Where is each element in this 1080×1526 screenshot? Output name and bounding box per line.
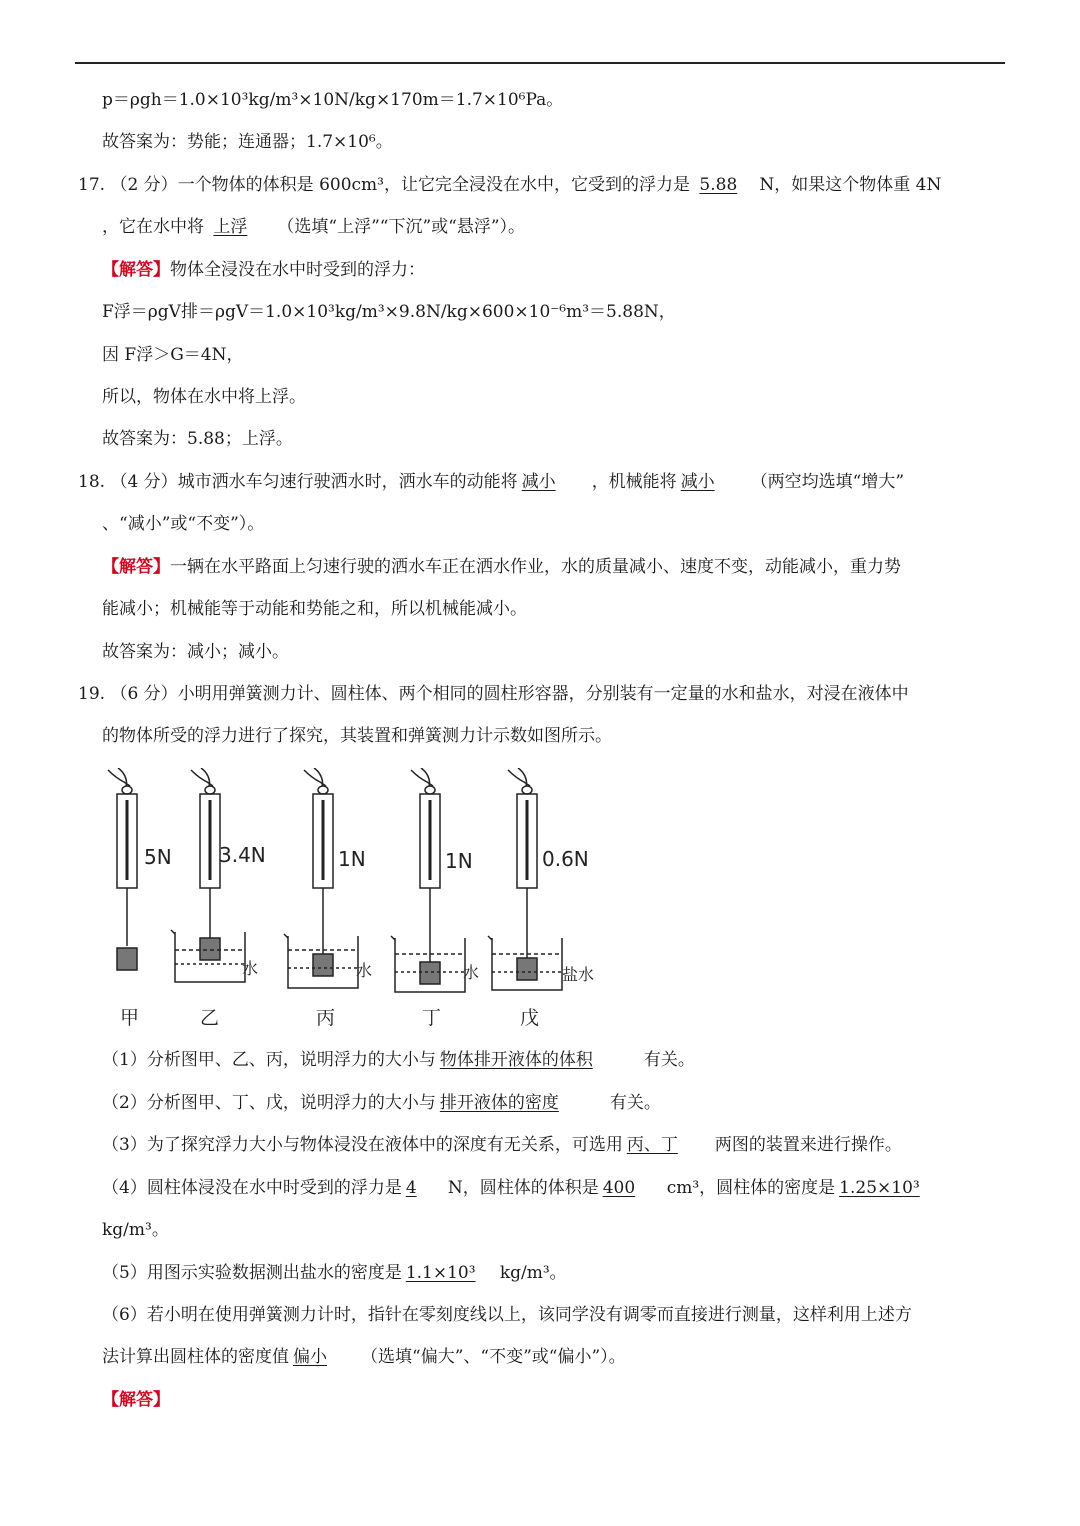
reading-bing: 1N	[338, 847, 366, 871]
answer-blank: 1.25×10³	[839, 1178, 920, 1198]
solution-tag: 【解答】	[102, 260, 170, 280]
figure-label-jia: 甲	[120, 1007, 140, 1029]
figure-label-wu: 戊	[520, 1007, 540, 1029]
answer-blank: 减小	[680, 472, 715, 492]
reading-wu: 0.6N	[542, 847, 589, 871]
figure-label-ding: 丁	[422, 1007, 442, 1029]
answer-q16: 故答案为：势能；连通器；1.7×10⁶。	[102, 132, 393, 152]
answer-q17: 故答案为：5.88；上浮。	[102, 429, 293, 449]
answer-q18: 故答案为：减小；减小。	[102, 642, 289, 662]
figure-label-yi: 乙	[200, 1007, 220, 1029]
question-17-line2: ，它在水中将 上浮 （选填“上浮”“下沉”或“悬浮”）。	[102, 217, 526, 237]
reading-ding: 1N	[445, 849, 473, 873]
liquid-label-ding: 水	[463, 963, 480, 982]
answer-blank: 400	[602, 1178, 636, 1198]
solution-19-tag: 【解答】	[102, 1390, 170, 1410]
subquestion-4: （4）圆柱体浸没在水中时受到的浮力是 4 N，圆柱体的体积是 400 cm³，圆柱体的密度是 1.25×10³	[102, 1176, 937, 1200]
liquid-label-yi: 水	[242, 959, 259, 978]
formula-pressure: p＝ρgh＝1.0×10³kg/m³×10N/kg×170m＝1.7×10⁶Pa。	[102, 90, 564, 110]
figure-label-bing: 丙	[316, 1007, 336, 1029]
question-score: （4 分）	[110, 472, 178, 492]
reading-jia: 5N	[144, 845, 172, 869]
subquestion-6-line2: 法计算出圆柱体的密度值 偏小 （选填“偏大”、“不变”或“偏小”）。	[102, 1347, 626, 1367]
question-number: 19.	[78, 684, 106, 704]
solution-tag: 【解答】	[102, 557, 170, 577]
solution-18-line1: 【解答】一辆在水平路面上匀速行驶的洒水车正在洒水作业，水的质量减小、速度不变，动能减小，重力势	[102, 557, 901, 577]
subquestion-1: （1）分析图甲、乙、丙，说明浮力的大小与 物体排开液体的体积 有关。	[102, 1050, 695, 1070]
subquestion-5: （5）用图示实验数据测出盐水的密度是 1.1×10³ kg/m³。	[102, 1263, 567, 1283]
question-score: （6 分）	[110, 684, 178, 704]
answer-blank: 物体排开液体的体积	[439, 1050, 593, 1070]
scale-wu	[488, 768, 562, 990]
liquid-label-bing: 水	[356, 961, 373, 980]
spring-scale-figure	[100, 768, 620, 1038]
answer-blank: 上浮	[213, 217, 248, 237]
question-18-line1: 18. （4 分）城市洒水车匀速行驶洒水时，洒水车的动能将 减小 ，机械能将 减小 （两空均选填“增大”	[78, 472, 905, 492]
answer-blank: 1.1×10³	[405, 1263, 476, 1283]
answer-blank: 5.88	[699, 175, 738, 195]
answer-blank: 偏小	[293, 1347, 327, 1367]
question-number: 18.	[78, 472, 106, 492]
question-number: 17.	[78, 175, 106, 195]
solution-17-line1: 【解答】物体全浸没在水中时受到的浮力：	[102, 260, 425, 280]
question-18-line2: 、“减小”或“不变”）。	[102, 514, 265, 534]
header-rule	[75, 62, 1005, 64]
scale-ding	[391, 768, 465, 992]
solution-17-conclusion: 所以，物体在水中将上浮。	[102, 387, 306, 407]
subquestion-4-unit: kg/m³。	[102, 1220, 169, 1240]
solution-17-compare: 因 F浮＞G＝4N，	[102, 345, 244, 365]
subquestion-2: （2）分析图甲、丁、戊，说明浮力的大小与 排开液体的密度 有关。	[102, 1093, 661, 1113]
question-19-line1: 19. （6 分）小明用弹簧测力计、圆柱体、两个相同的圆柱形容器，分别装有一定量的水和盐水，对浸在液体中	[78, 684, 909, 704]
solution-18-line2: 能减小；机械能等于动能和势能之和，所以机械能减小。	[102, 599, 527, 619]
subquestion-3: （3）为了探究浮力大小与物体浸没在液体中的深度有无关系，可选用 丙、丁 两图的装置来进行操作。	[102, 1135, 902, 1155]
solution-17-formula: F浮＝ρgV排＝ρgV＝1.0×10³kg/m³×9.8N/kg×600×10⁻⁶m³＝5.88N，	[102, 302, 676, 322]
scale-bing	[284, 768, 358, 988]
answer-blank: 丙、丁	[626, 1135, 678, 1155]
subquestion-6-line1: （6）若小明在使用弹簧测力计时，指针在零刻度线以上，该同学没有调零而直接进行测量，这样利用上述方	[102, 1305, 912, 1325]
scale-yi	[171, 768, 245, 982]
question-17-line1: 17. （2 分）一个物体的体积是 600cm³，让它完全浸没在水中，它受到的浮力是 5.88 N，如果这个物体重 4N	[78, 175, 942, 195]
scale-jia	[108, 768, 137, 970]
question-score: （2 分）	[110, 175, 178, 195]
answer-blank: 4	[405, 1178, 417, 1198]
reading-yi: 3.4N	[219, 843, 266, 867]
answer-blank: 减小	[521, 472, 556, 492]
answer-blank: 排开液体的密度	[439, 1093, 559, 1113]
liquid-label-wu: 盐水	[562, 965, 595, 984]
question-19-line2: 的物体所受的浮力进行了探究，其装置和弹簧测力计示数如图所示。	[102, 726, 612, 746]
